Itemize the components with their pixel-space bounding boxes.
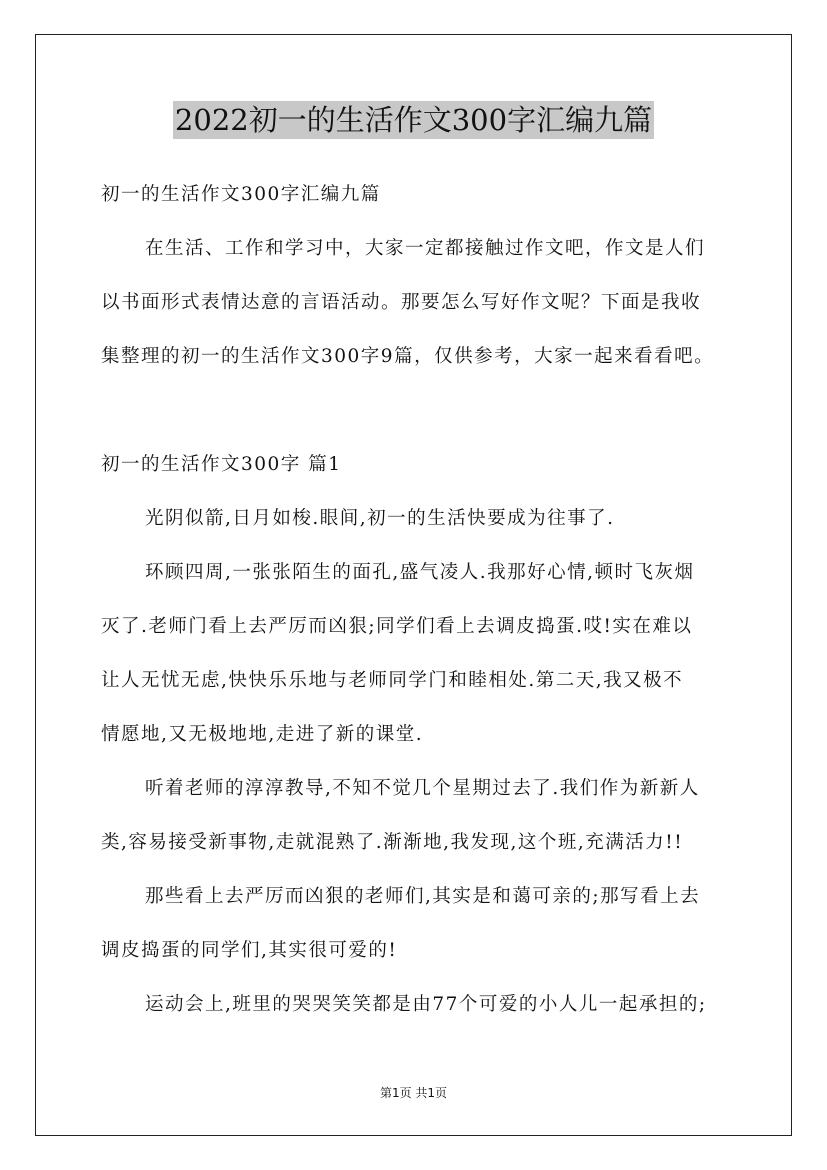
body-line-3: 灭了.老师门看上去严厉而凶狠;同学们看上去调皮捣蛋.哎!实在难以 — [101, 616, 693, 637]
body-line-5: 情愿地,又无极地地,走进了新的课堂. — [101, 724, 424, 745]
document-title: 2022初一的生活作文300字汇编九篇 — [174, 103, 653, 137]
intro-line-3: 集整理的初一的生活作文300字9篇，仅供参考，大家一起来看看吧。 — [101, 346, 715, 367]
intro-line-1: 在生活、工作和学习中，大家一定都接触过作文吧，作文是人们 — [145, 238, 706, 259]
page-footer: 第1页 共1页 — [379, 1086, 448, 1100]
body-line-7: 类,容易接受新事物,走就混熟了.渐渐地,我发现,这个班,充满活力!! — [101, 832, 684, 853]
subtitle: 初一的生活作文300字汇编九篇 — [101, 184, 381, 205]
section-heading: 初一的生活作文300字 篇1 — [101, 454, 342, 475]
body-line-6: 听着老师的淳淳教导,不知不觉几个星期过去了.我们作为新新人 — [145, 778, 700, 799]
body-line-8: 那些看上去严厉而凶狠的老师们,其实是和蔼可亲的;那写看上去 — [145, 886, 701, 907]
body-line-10: 运动会上,班里的哭哭笑笑都是由77个可爱的小人儿一起承担的; — [145, 994, 707, 1015]
body-line-2: 环顾四周,一张张陌生的面孔,盛气凌人.我那好心情,顿时飞灰烟 — [145, 562, 695, 583]
body-line-9: 调皮捣蛋的同学们,其实很可爱的! — [101, 940, 398, 961]
intro-line-2: 以书面形式表情达意的言语活动。那要怎么写好作文呢？下面是我收 — [101, 292, 702, 313]
body-line-4: 让人无忧无虑,快快乐乐地与老师同学门和睦相处.第二天,我又极不 — [101, 670, 684, 691]
body-line-1: 光阴似箭,日月如梭.眼间,初一的生活快要成为往事了. — [145, 508, 615, 529]
document-title-wrap — [0, 100, 827, 140]
